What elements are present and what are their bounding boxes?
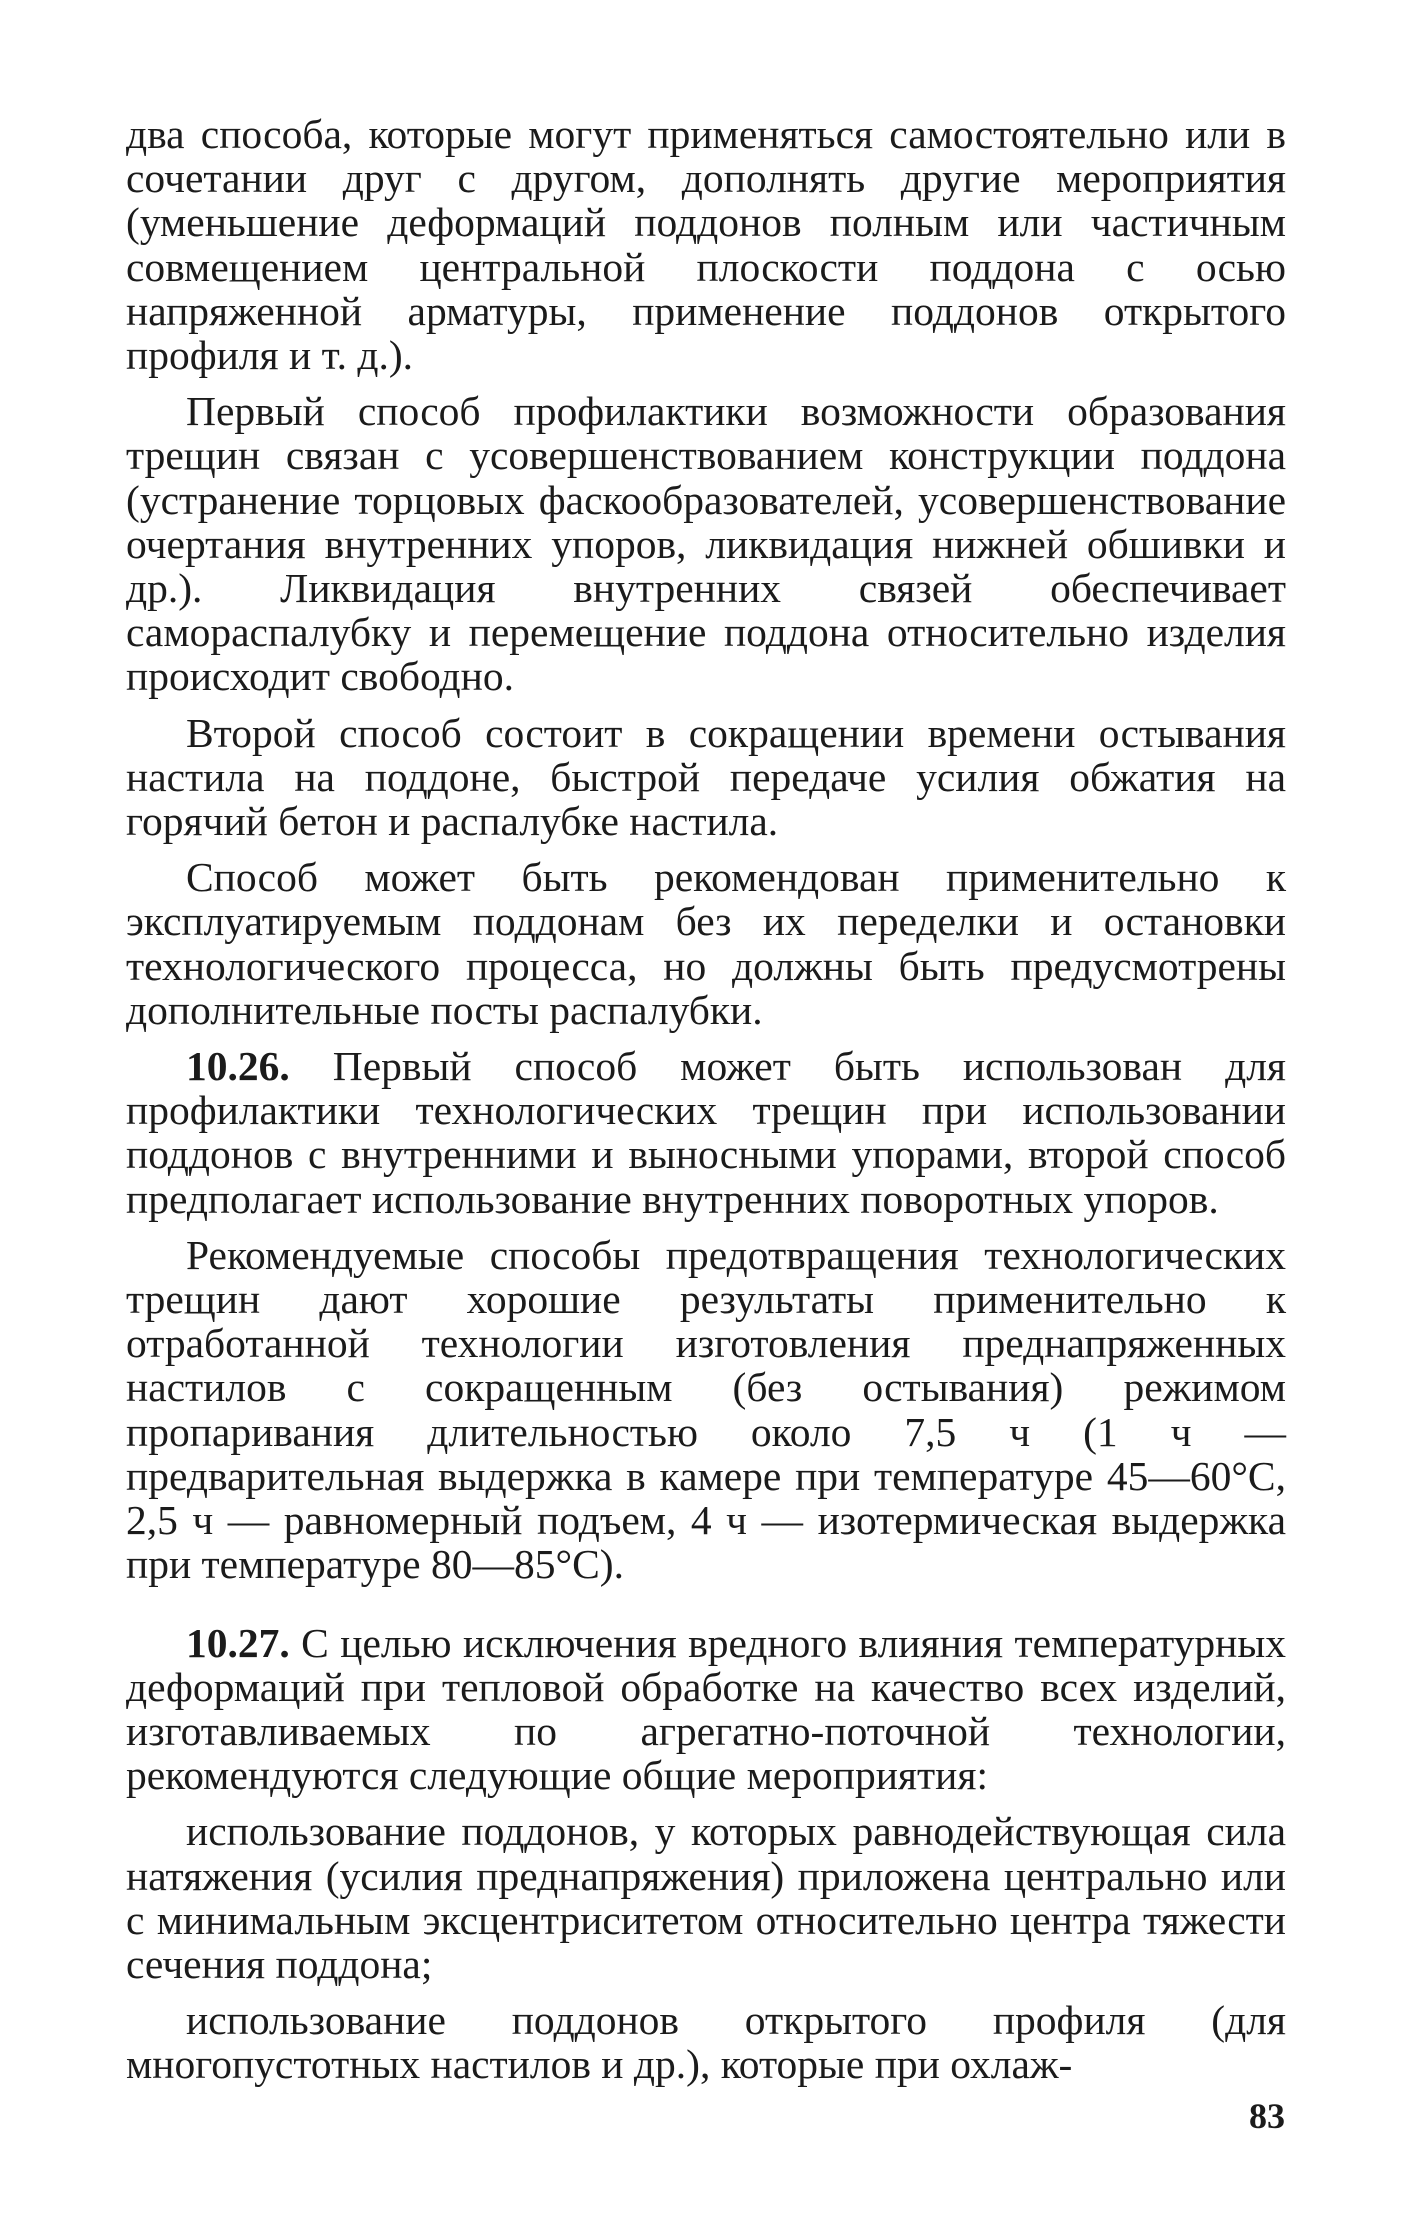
paragraph-text: использование поддонов, у которых равнодействующая сила натяжения (усилия преднапряжения) приложена центрально или с минимальным эксцентриситетом относительно центра тяжести сечения поддона; [126, 1808, 1286, 1987]
paragraph-first-method [126, 389, 1286, 698]
paragraph-recommended-methods [126, 1233, 1286, 1587]
paragraph-text: Первый способ может быть использован для профилактики технологических трещин при использовании поддонов с внутренними и выносными упорами, второй способ предполагает использование внутренних поворотных упоров. [126, 1043, 1286, 1222]
paragraph-10-26 [126, 1044, 1286, 1221]
paragraph-continuation [126, 112, 1286, 377]
paragraph-text: использование поддонов открытого профиля (для многопустотных настилов и др.), которые при охлаж- [126, 1997, 1286, 2088]
section-number: 10.27. [186, 1619, 290, 1666]
paragraph-text: Способ может быть рекомендован применительно к эксплуатируемым поддонам без их переделки и остановки технологического процесса, но должны быть предусмотрены дополнительные посты распалубки. [126, 854, 1286, 1033]
paragraph-text: С целью исключения вредного влияния температурных деформаций при тепловой обработке на качество всех изделий, изготавливаемых по агрегатно-поточной технологии, рекомендуются следующие общие мероприятия: [126, 1619, 1286, 1799]
paragraph-10-27 [126, 1621, 1286, 1798]
list-item-pallets-central [126, 1809, 1286, 1986]
page-body [126, 112, 1286, 2099]
page-number: 83 [1249, 2096, 1285, 2136]
list-item-pallets-open [126, 1998, 1286, 2086]
paragraph-text: два способа, которые могут применяться самостоятельно или в сочетании друг с другом, дополнять другие мероприятия (уменьшение деформаций поддонов полным или частичным совмещением центральной плоскости поддона с осью напряженной арматуры, применение поддонов открытого профиля и т. д.). [126, 111, 1286, 379]
paragraph-text: Рекомендуемые способы предотвращения технологических трещин дают хорошие результаты применительно к отработанной технологии изготовления преднапряженных настилов с сокращенным (без остывания) режимом пропаривания длительностью около 7,5 ч (1 ч — предварительная выдержка в камере при температуре 45—60°С, 2,5 ч — равномерный подъем, 4 ч — изотермическая выдержка при температуре 80—85°С). [126, 1231, 1286, 1588]
paragraph-second-method [126, 711, 1286, 844]
paragraph-recommendation [126, 855, 1286, 1032]
paragraph-text: Первый способ профилактики возможности образования трещин связан с усовершенствованием конструкции поддона (устранение торцовых фаскообразователей, усовершенствование очертания внутренних упоров, ликвидация нижней обшивки и др.). Ликвидация внутренних связей обеспечивает самораспалубку и перемещение поддона относительно изделия происходит свободно. [126, 388, 1286, 700]
section-number: 10.26. [186, 1043, 290, 1090]
paragraph-text: Второй способ состоит в сокращении времени остывания настила на поддоне, быстрой передаче усилия обжатия на горячий бетон и распалубке настила. [126, 709, 1286, 845]
